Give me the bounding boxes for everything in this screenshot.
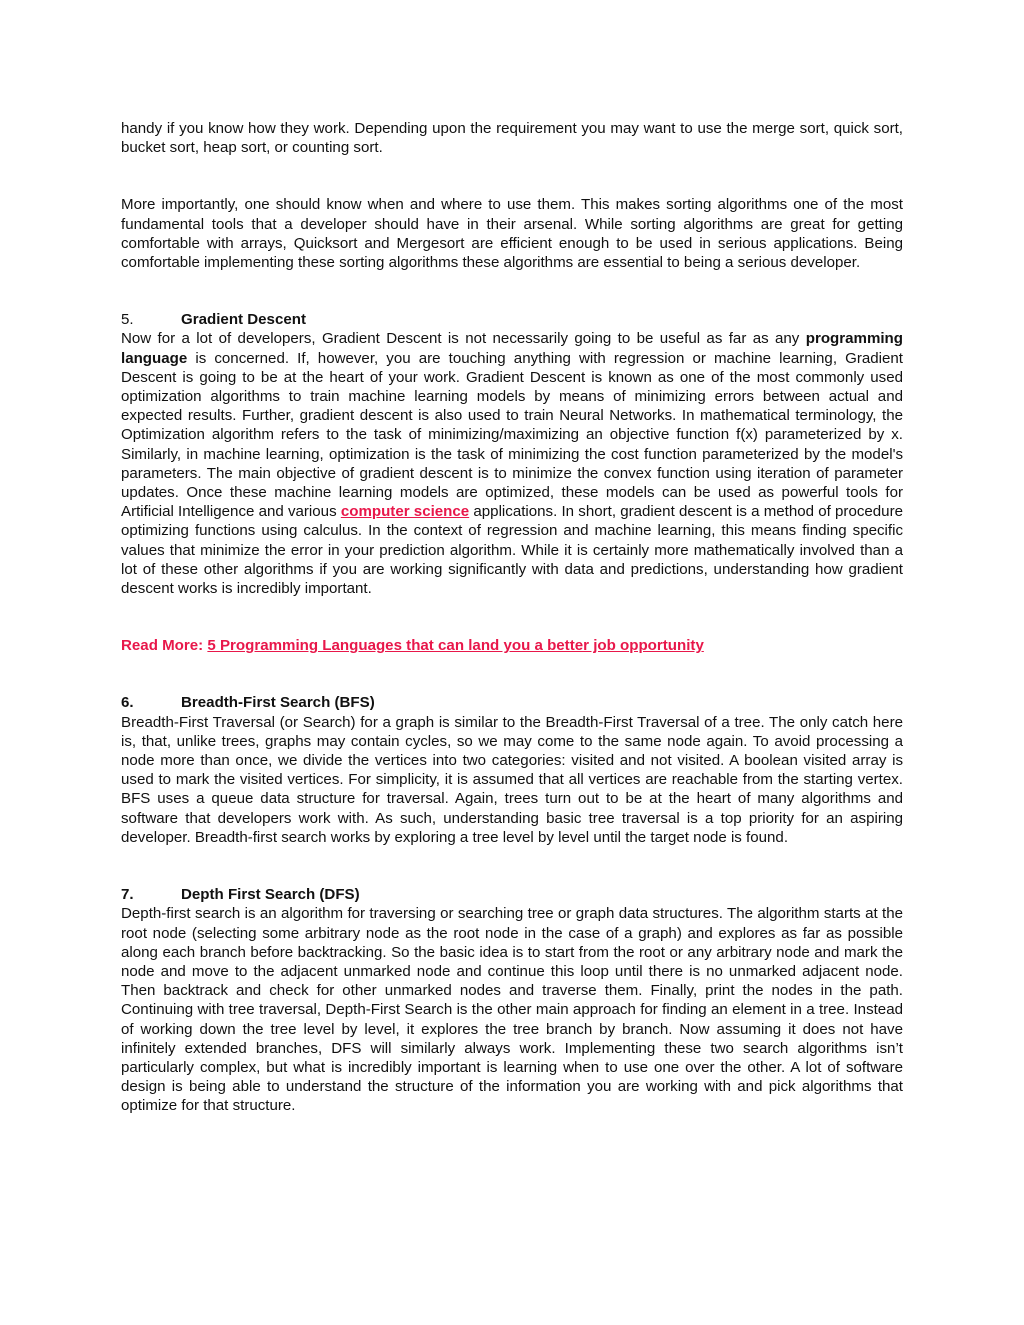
section-7-body: Depth-first search is an algorithm for traversing or searching tree or graph data structures. The algorithm starts at the root node (selecting some arbitrary node as the root node in the case of a graph) and explores as far as possible along each branch before backtracking. So the basic idea is to start from the root or any arbitrary node and mark the node and move to the adjacent unmarked node and continue this loop until there is no unmarked adjacent node. Then backtrack and check for other unmarked nodes and traverse them. Finally, print the nodes in the path. Continuing with tree traversal, Depth-First Search is the other main approach for finding an element in a tree. Instead of working down the tree level by level, it explores the tree branch by branch. Now assuming it does not have infinitely extended branches, DFS will similarly always work. Implementing these two search algorithms isn’t particularly complex, but what is incredibly important is learning when to use one over the other. A lot of software design is being able to understand the structure of the information you are working with and pick algorithms that optimize for that structure. — [121, 905, 903, 1115]
section-6-heading — [121, 693, 903, 712]
section-6-body: Breadth-First Traversal (or Search) for a graph is similar to the Breadth-First Traversal of a tree. The only catch here is, that, unlike trees, graphs may contain cycles, so we may come to the same node again. To avoid processing a node more than once, we divide the vertices into two categories: visited and not visited. A boolean visited array is used to mark the visited vertices. For simplicity, it is assumed that all vertices are reachable from the starting vertex. BFS uses a queue data structure for traversal. Again, trees turn out to be at the heart of many algorithms and software that developers work with. As such, understanding basic tree traversal is a top priority for an aspiring developer. Breadth-first search works by exploring a tree level by level until the target node is found. — [121, 713, 903, 846]
intro-paragraph-2: More importantly, one should know when and where to use them. This makes sorting algorithms one of the most fundamental tools that a developer should have in their arsenal. While sorting algorithms are great for getting comfortable with arrays, Quicksort and Mergesort are efficient enough to be used in serious applications. Being comfortable implementing these sorting algorithms these algorithms are essential to being a serious developer. — [121, 196, 903, 272]
section-6-title: Breadth-First Search (BFS) — [181, 694, 375, 712]
read-more-label: Read More: — [121, 637, 208, 655]
section-6-number: 6. — [121, 694, 134, 712]
section-5-title: Gradient Descent — [181, 311, 306, 329]
section-7-heading — [121, 885, 903, 904]
document-page — [121, 119, 903, 1116]
section-5-text-a: Now for a lot of developers, Gradient Descent is not necessarily going to be useful as far as any — [121, 330, 806, 348]
section-5-heading — [121, 310, 903, 329]
computer-science-link[interactable]: computer science — [340, 503, 470, 521]
section-5-text-b: is concerned. If, however, you are touching anything with regression or machine learning, Gradient Descent is going to be at the heart of your work. Gradient Descent is known as one of the most commonly used optimization algorithms to train machine learning models by means of minimizing errors between actual and expected results. Further, gradient descent is also used to train Neural Networks. In mathematical terminology, the Optimization algorithm refers to the task of minimizing/maximizing an objective function f(x) parameterized by x. Similarly, in machine learning, optimization is the task of minimizing the cost function parameterized by the model's parameters. The main objective of gradient descent is to minimize the convex function using iteration of parameter updates. Once these machine learning models are optimized, these models can be used as powerful tools for Artificial Intelligence and various — [121, 349, 903, 521]
section-5-text-c: applications. In short, gradient descent is a method of procedure optimizing functions using calculus. In the context of regression and machine learning, this means finding specific values that minimize the error in your prediction algorithm. While it is certainly more mathematically involved than a lot of these other algorithms if you are working significantly with data and predictions, understanding how gradient descent works is incredibly important. — [121, 503, 903, 598]
intro-paragraph-1: handy if you know how they work. Depending upon the requirement you may want to use the merge sort, quick sort, bucket sort, heap sort, or counting sort. — [121, 120, 903, 157]
section-7-title: Depth First Search (DFS) — [181, 886, 360, 904]
section-7-number: 7. — [121, 886, 134, 904]
programming-language-term: programming language — [121, 330, 903, 367]
section-5-number: 5. — [121, 311, 134, 329]
section-5-body — [121, 329, 903, 598]
read-more — [121, 636, 903, 655]
read-more-link[interactable]: 5 Programming Languages that can land you a better job opportunity — [207, 637, 704, 655]
